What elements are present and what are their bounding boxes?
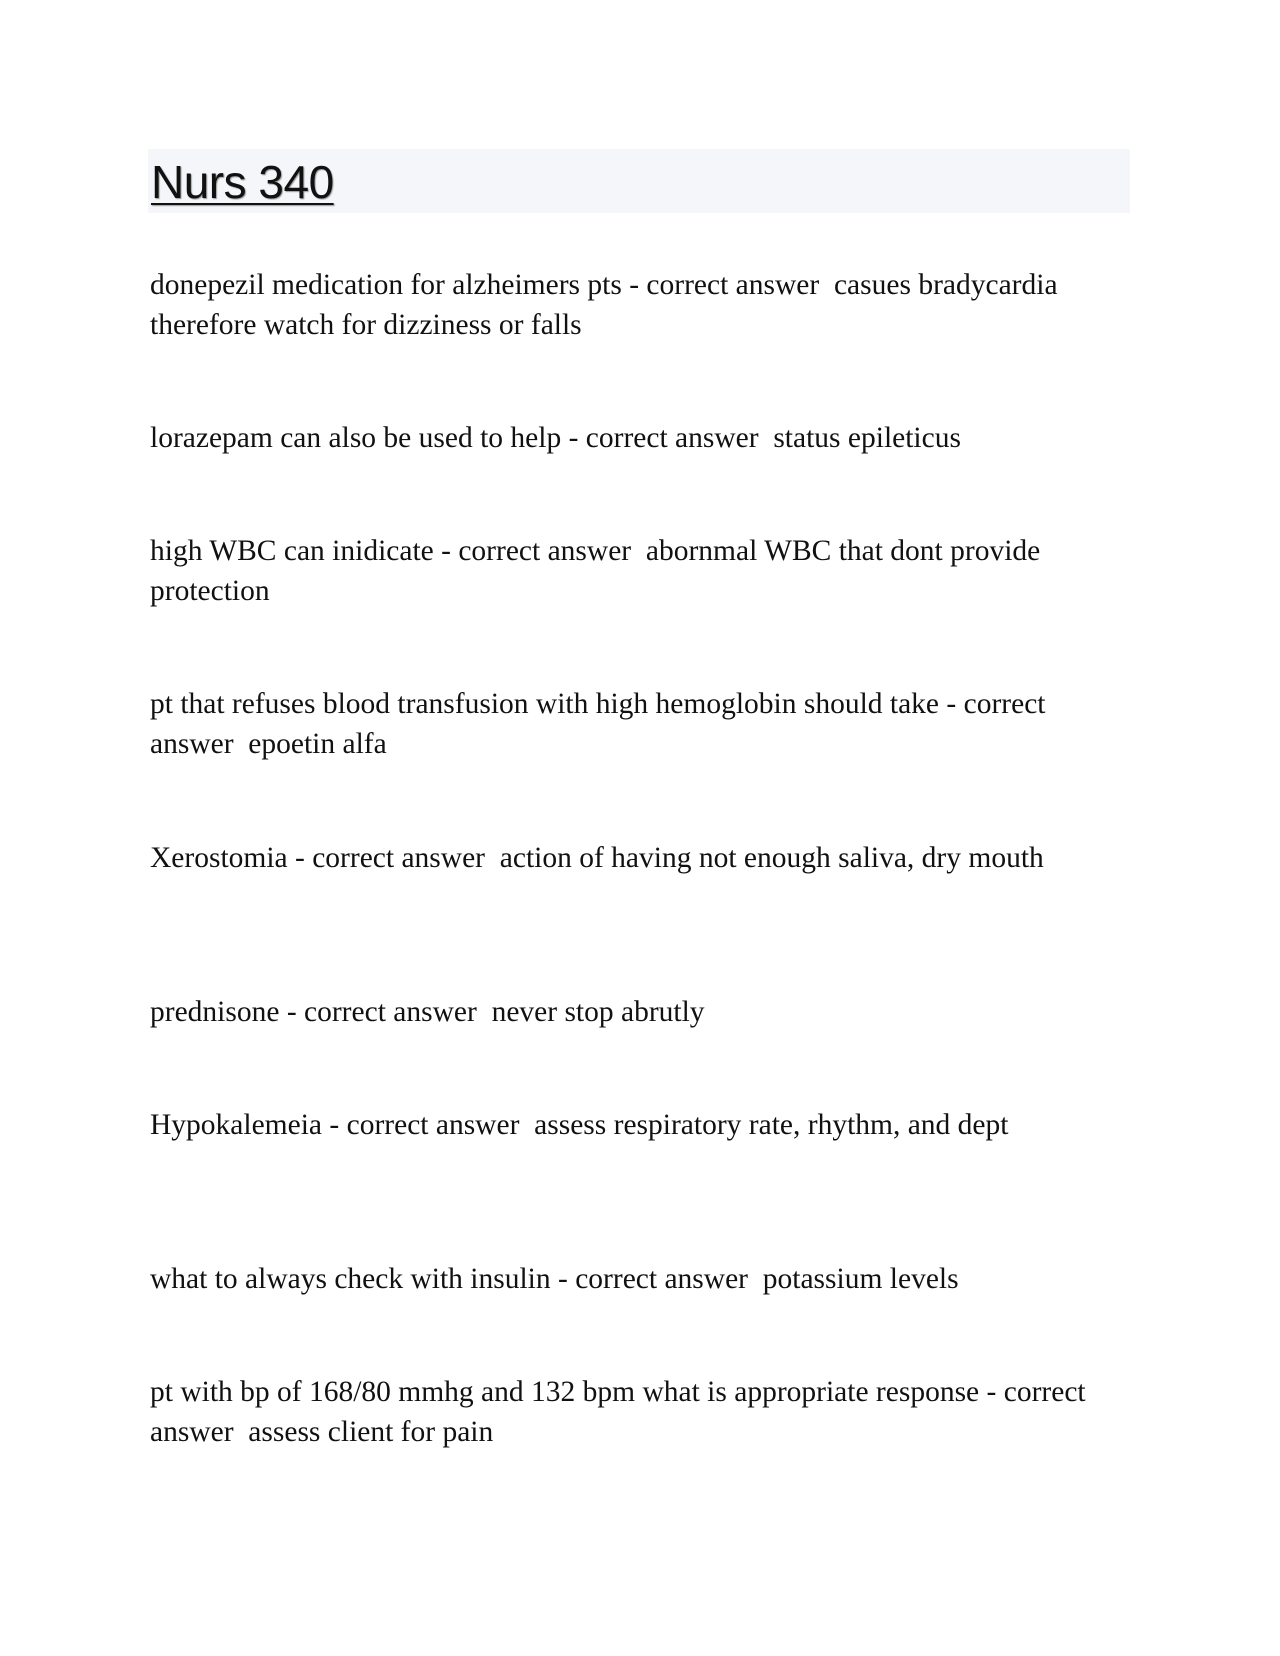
flashcard bbox=[150, 1105, 1130, 1145]
card-separator: - correct answer bbox=[150, 688, 1053, 760]
card-separator: - correct answer bbox=[279, 996, 492, 1028]
card-separator: - correct answer bbox=[550, 1263, 763, 1295]
card-term: pt that refuses blood transfusion with high hemoglobin should take bbox=[150, 688, 940, 720]
card-separator: - correct answer bbox=[621, 269, 834, 301]
card-answer: assess client for pain bbox=[248, 1416, 494, 1448]
flashcard bbox=[150, 265, 1130, 345]
card-answer: action of having not enough saliva, dry mouth bbox=[499, 842, 1044, 874]
flashcard bbox=[150, 418, 1130, 458]
card-term: lorazepam can also be used to help bbox=[150, 422, 562, 454]
flashcard bbox=[150, 1259, 1130, 1299]
card-answer: never stop abrutly bbox=[491, 996, 705, 1028]
card-answer: potassium levels bbox=[762, 1263, 959, 1295]
card-answer: status epileticus bbox=[773, 422, 961, 454]
card-term: donepezil medication for alzheimers pts bbox=[150, 269, 622, 301]
card-term: Xerostomia bbox=[150, 842, 288, 874]
page-title: Nurs 340 bbox=[151, 156, 334, 208]
card-answer: abornmal WBC that dont provide protection bbox=[150, 535, 1048, 607]
card-separator: - correct answer bbox=[561, 422, 774, 454]
card-term: high WBC can inidicate bbox=[150, 535, 434, 567]
flashcard bbox=[150, 838, 1130, 878]
card-answer: casues bradycardia therefore watch for dizziness or falls bbox=[150, 269, 1065, 341]
card-term: what to always check with insulin bbox=[150, 1263, 551, 1295]
card-term: Hypokalemeia bbox=[150, 1109, 323, 1141]
flashcard bbox=[150, 992, 1130, 1032]
flashcard bbox=[150, 531, 1130, 611]
flashcard bbox=[150, 684, 1130, 764]
flashcard bbox=[150, 1372, 1130, 1452]
card-term: pt with bp of 168/80 mmhg and 132 bpm what is appropriate response bbox=[150, 1376, 980, 1408]
card-answer: assess respiratory rate, rhythm, and dept bbox=[534, 1109, 1009, 1141]
card-separator: - correct answer bbox=[322, 1109, 535, 1141]
card-term: prednisone bbox=[150, 996, 280, 1028]
card-separator: - correct answer bbox=[287, 842, 500, 874]
card-separator: - correct answer bbox=[433, 535, 646, 567]
card-separator: - correct answer bbox=[150, 1376, 1093, 1448]
card-answer: epoetin alfa bbox=[248, 728, 387, 760]
